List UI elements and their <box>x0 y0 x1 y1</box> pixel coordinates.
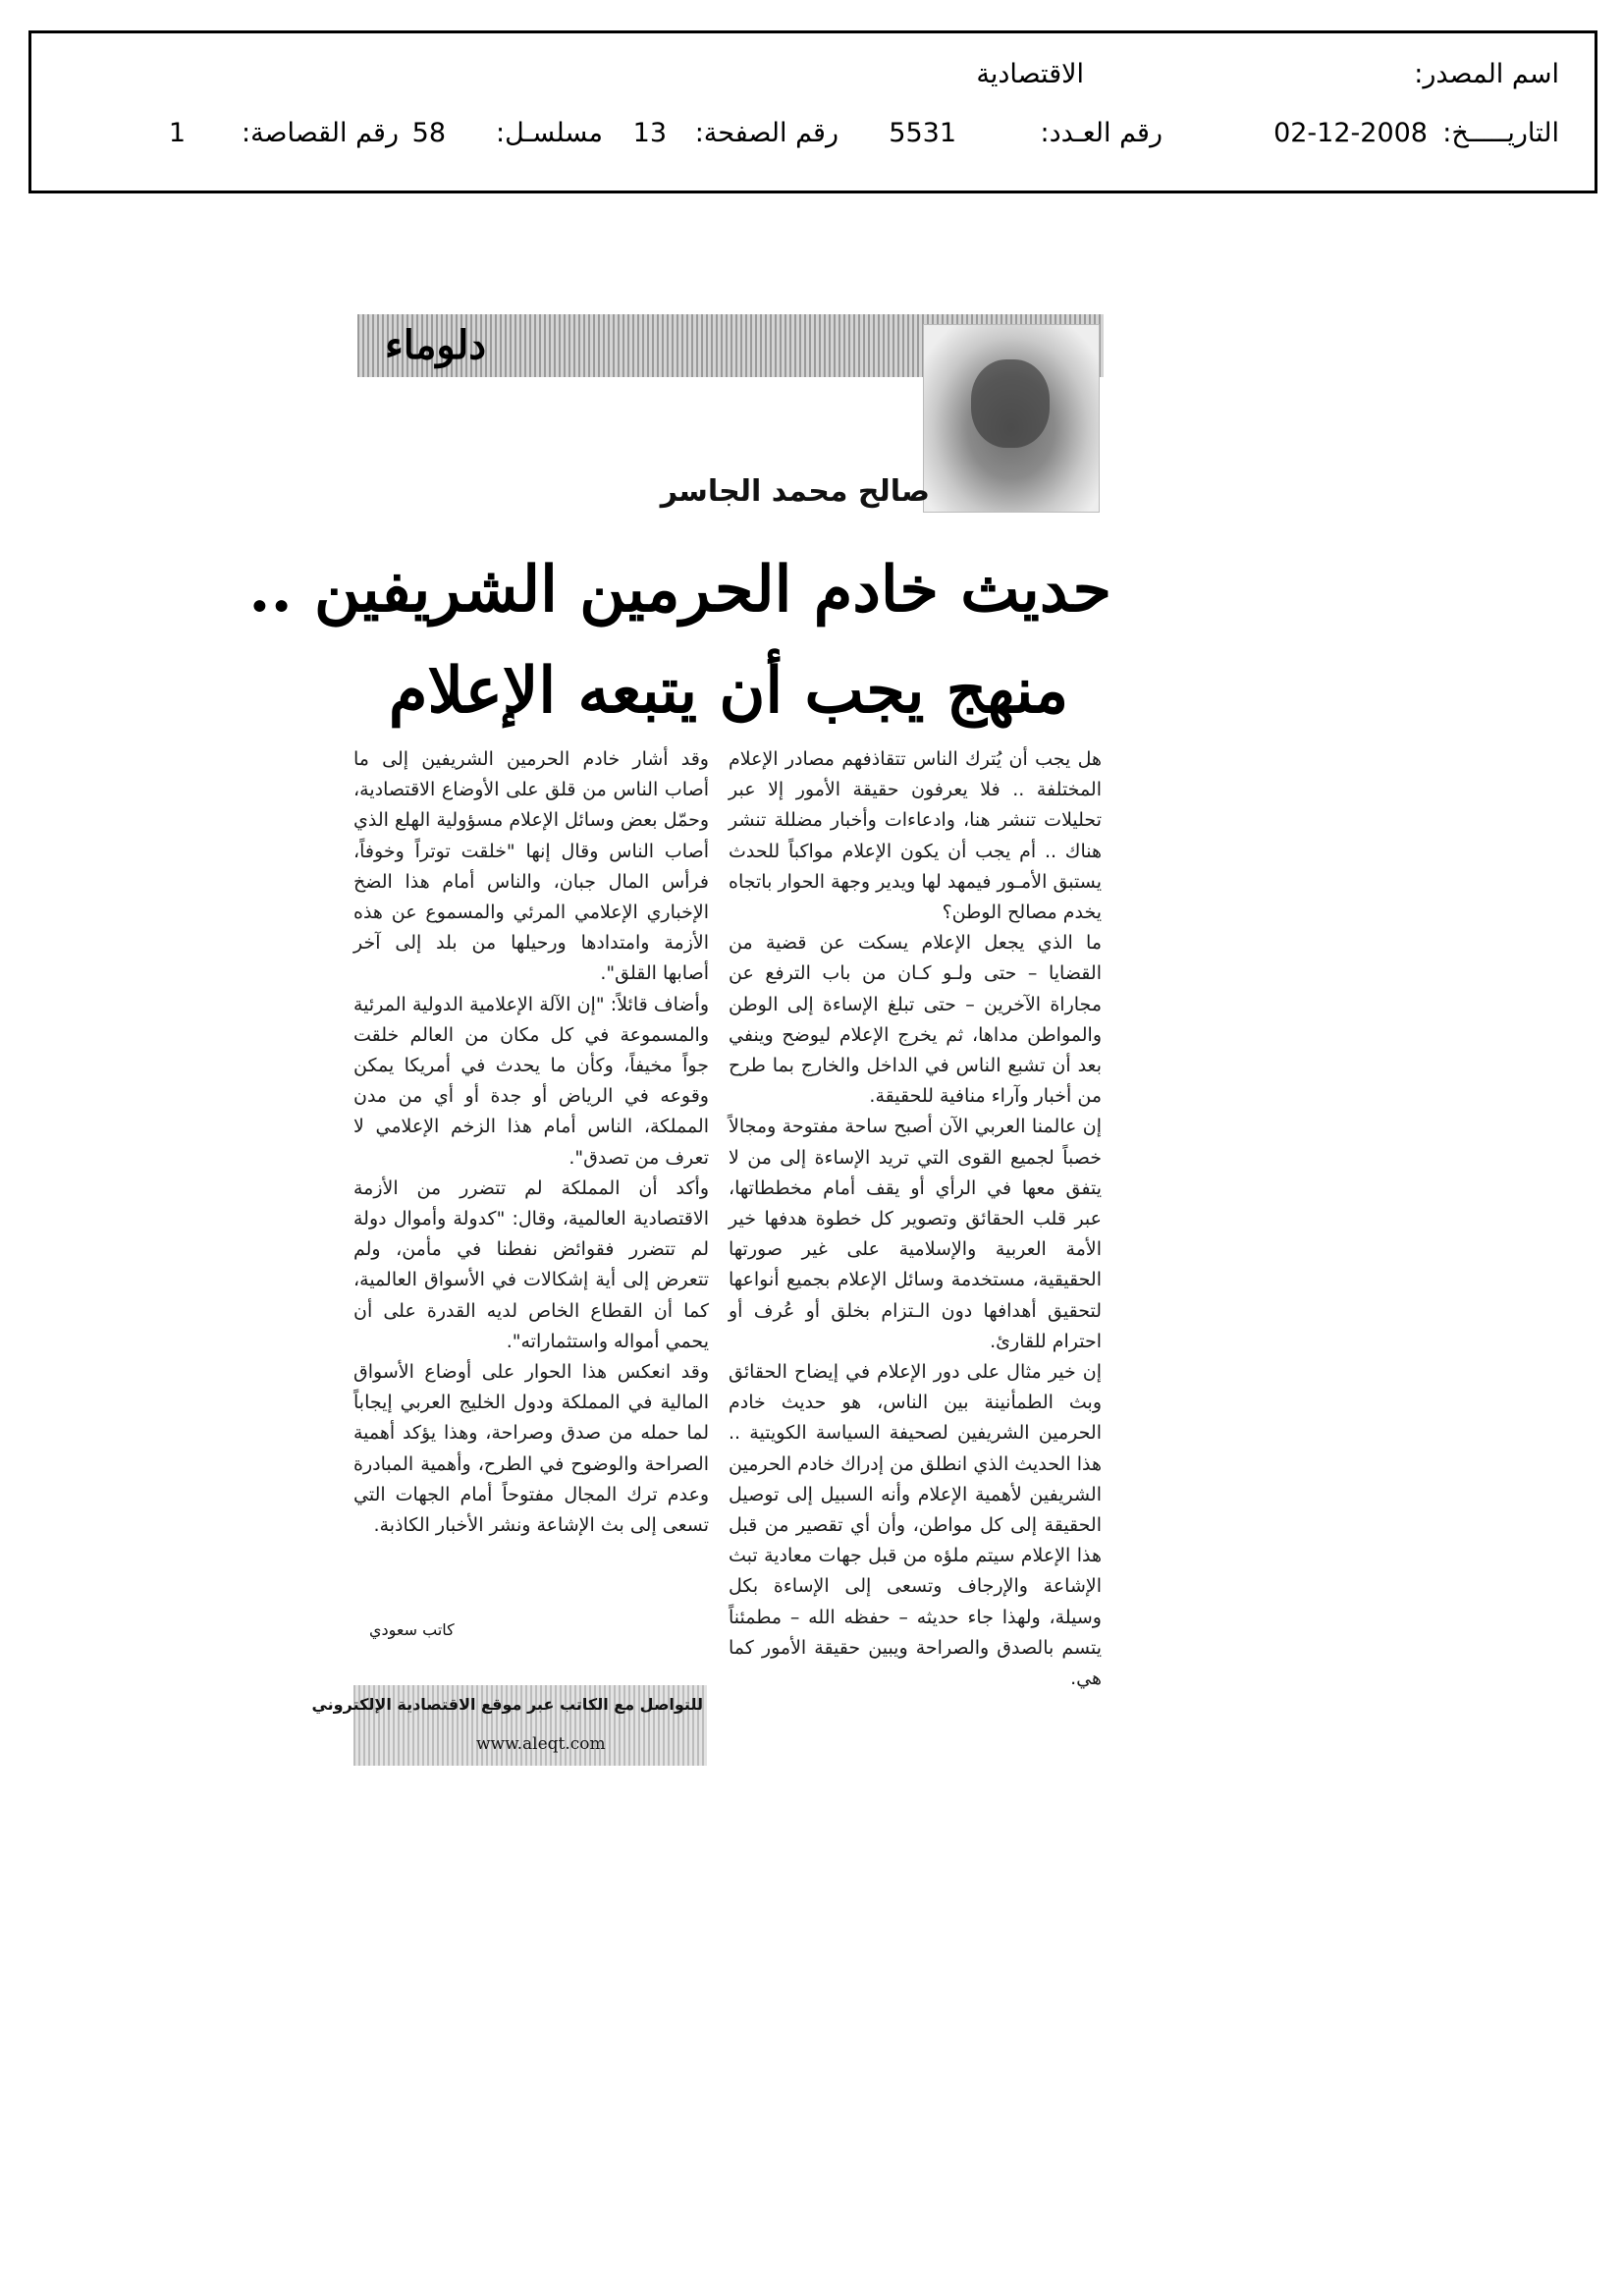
source-label: اسم المصدر: <box>1414 59 1559 89</box>
article-left-column: وقد أشار خادم الحرمين الشريفين إلى ما أصاب الناس من قلق على الأوضاع الاقتصادية، وحمّل بعض وسائل الإعلام مسؤولية الهلع الذي أصاب الناس وقال إنها "خلقت توتراً وخوفاً، فرأس المال جبان، والناس أمام هذا الضخ الإخباري الإعلامي المرئي والمسموع عن هذه الأزمة وامتدادها ورحيلها من بلد إلى آخر أصابها القلق". وأضاف قائلاً: "إن الآلة الإعلامية الدولية المرئية والمسموعة في كل مكان من العالم خلقت جواً مخيفاً، وكأن ما يحدث في أمريكا يمكن وقوعه في الرياض أو جدة أو أي من مدن المملكة، الناس أمام هذا الزخم الإعلامي لا تعرف من تصدق". وأكد أن المملكة لم تتضرر من الأزمة الاقتصادية العالمية، وقال: "كدولة وأموال دولة لم تتضرر فقوائض نفطنا في مأمن، ولم تتعرض إلى أية إشكالات في الأسواق العالمية، كما أن القطاع الخاص لديه القدرة على أن يحمي أمواله واستثماراته". وقد انعكس هذا الحوار على أوضاع الأسواق المالية في المملكة ودول الخليج العربي إيجاباً لما حمله من صدق وصراحة، وهذا يؤكد أهمية الصراحة والوضوح في الطرح، وأهمية المبادرة وعدم ترك المجال مفتوحاً أمام الجهات التي تسعى إلى بث الإشاعة ونشر الأخبار الكاذبة. <box>353 748 709 1537</box>
author-photo-figure <box>971 359 1050 448</box>
footer-url: www.aleqt.com <box>476 1734 606 1754</box>
issue-label: رقم العـدد: <box>1040 118 1163 148</box>
footer-banner <box>311 1685 707 1766</box>
clipping-info-header <box>28 30 1597 193</box>
source-value: الاقتصادية <box>976 59 1084 89</box>
clip-number-value: 1 <box>168 118 186 148</box>
page-label: رقم الصفحة: <box>694 118 839 148</box>
clip-number-label: رقم القصاصة: <box>241 118 399 148</box>
footer-contact-text: للتواصل مع الكاتب عبر موقع الاقتصادية الإلكتروني <box>311 1695 703 1714</box>
date-value: 02-12-2008 <box>1273 118 1428 148</box>
newspaper-clipping <box>248 302 1111 1776</box>
article-right-column: هل يجب أن يُترك الناس تتقاذفهم مصادر الإعلام المختلفة .. فلا يعرفون حقيقة الأمور إلا عبر تحليلات تنشر هنا، وادعاءات وأخبار مضللة تنشر هناك .. أم يجب أن يكون الإعلام مواكباً للحدث يستبق الأمـور فيمهد لها ويدير وجهة الحوار باتجاه يخدم مصالح الوطن؟ ما الذي يجعل الإعلام يسكت عن قضية من القضايا – حتى ولـو كـان من باب الترفع عن مجاراة الآخرين – حتى تبلغ الإساءة إلى الوطن والمواطن مداها، ثم يخرج الإعلام ليوضح وينفي بعد أن تشبع الناس في الداخل والخارج بما طرح من أخبار وآراء منافية للحقيقة. إن عالمنا العربي الآن أصبح ساحة مفتوحة ومجالاً خصباً لجميع القوى التي تريد الإساءة إلى من لا يتفق معها في الرأي أو يقف أمام مخططاتها، عبر قلب الحقائق وتصوير كل خطوة هدفها خير الأمة العربية والإسلامية على غير صورتها الحقيقية، مستخدمة وسائل الإعلام بجميع أنواعها لتحقيق أهدافها دون الـتزام بخلق أو عُرف أو احترام للقارئ. إن خير مثال على دور الإعلام في إيضاح الحقائق وبث الطمأنينة بين الناس، هو حديث خادم الحرمين الشريفين لصحيفة السياسة الكويتية .. هذا الحديث الذي انطلق من إدراك خادم الحرمين الشريفين لأهمية الإعلام وأنه السبيل إلى توصيل الحقيقة إلى كل مواطن، وأن أي تقصير من قبل هذا الإعلام سيتم ملؤه من قبل جهات معادية تبث الإشاعة والإرجاف وتسعى إلى الإساءة بكل وسيلة، ولهذا جاء حديثه – حفظه الله – مطمئناً يتسم بالصدق والصراحة ويبين حقيقة الأمور كما هي. <box>729 748 1102 1690</box>
serial-label: مسلسـل: <box>495 118 603 148</box>
headline-line-2: منهج يجب أن يتبعه الإعلام <box>388 654 1069 728</box>
headline-line-1: حديث خادم الحرمين الشريفين .. <box>248 553 1111 627</box>
author-photo <box>923 324 1100 513</box>
author-name: صالح محمد الجاسر <box>660 474 930 509</box>
writer-note: كاتب سعودي <box>369 1620 455 1639</box>
page-value: 13 <box>632 118 667 148</box>
column-name: دلوماء <box>385 322 487 368</box>
issue-value: 5531 <box>889 118 956 148</box>
date-label: التاريـــــخ: <box>1442 118 1559 148</box>
serial-value: 58 <box>411 118 446 148</box>
